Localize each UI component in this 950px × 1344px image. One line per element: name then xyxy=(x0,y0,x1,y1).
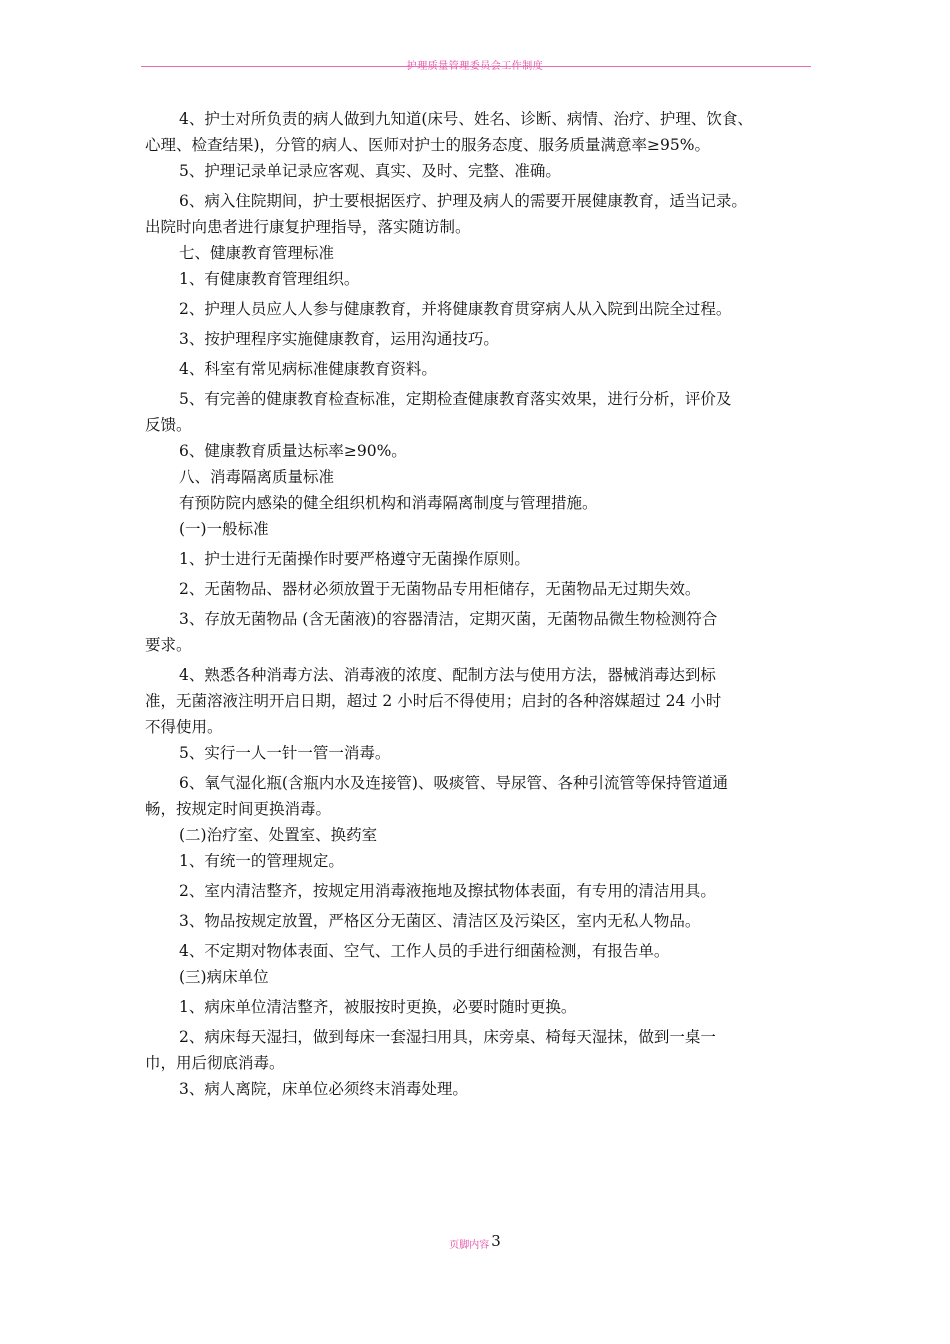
paragraph-line: 2、病床每天湿扫，做到每床一套湿扫用具，床旁桌、椅每天湿抹，做到一桌一 xyxy=(179,1028,716,1046)
paragraph xyxy=(145,464,815,490)
paragraph-line: 3、按护理程序实施健康教育，运用沟通技巧。 xyxy=(179,330,499,348)
paragraph xyxy=(145,438,815,464)
paragraph xyxy=(145,106,815,158)
paragraph-line: 心理、检查结果)，分管的病人、医师对护士的服务态度、服务质量满意率≥95%。 xyxy=(145,136,710,154)
paragraph-line: 反馈。 xyxy=(145,416,192,434)
paragraph-line: 6、氧气湿化瓶(含瓶内水及连接管)、吸痰管、导尿管、各种引流管等保持管道通 xyxy=(179,774,728,792)
paragraph-line: 1、护士进行无菌操作时要严格遵守无菌操作原则。 xyxy=(179,550,530,568)
paragraph-line: 1、有统一的管理规定。 xyxy=(179,852,344,870)
paragraph xyxy=(145,576,815,602)
running-header: 护理质量管理委员会工作制度 xyxy=(406,61,544,72)
paragraph-line: 5、护理记录单记录应客观、真实、及时、完整、准确。 xyxy=(179,162,561,180)
paragraph xyxy=(145,964,815,990)
paragraph-line: 1、有健康教育管理组织。 xyxy=(179,270,360,288)
paragraph-line: 6、健康教育质量达标率≥90%。 xyxy=(179,442,407,460)
paragraph-line: 准，无菌溶液注明开启日期，超过 2 小时后不得使用；启封的各种溶媒超过 24 小时 xyxy=(145,692,722,710)
paragraph-line: 4、熟悉各种消毒方法、消毒液的浓度、配制方法与使用方法，器械消毒达到标 xyxy=(179,666,716,684)
footer-label: 页脚内容 xyxy=(449,1240,490,1251)
paragraph xyxy=(145,878,815,904)
paragraph-line: 有预防院内感染的健全组织机构和消毒隔离制度与管理措施。 xyxy=(179,494,598,512)
paragraph xyxy=(145,994,815,1020)
document-body xyxy=(145,106,815,1102)
paragraph xyxy=(145,822,815,848)
paragraph-line: 1、病床单位清洁整齐，被服按时更换，必要时随时更换。 xyxy=(179,998,577,1016)
paragraph-line: 3、病人离院，床单位必须终末消毒处理。 xyxy=(179,1080,468,1098)
paragraph xyxy=(145,266,815,292)
paragraph-line: 畅，按规定时间更换消毒。 xyxy=(145,800,332,818)
paragraph xyxy=(145,606,815,658)
paragraph-line: (二)治疗室、处置室、换药室 xyxy=(179,826,378,844)
paragraph-line: 6、病入住院期间，护士要根据医疗、护理及病人的需要开展健康教育，适当记录。 xyxy=(179,192,747,210)
paragraph-line: 4、护士对所负责的病人做到九知道(床号、姓名、诊断、病情、治疗、护理、饮食、 xyxy=(179,110,753,128)
paragraph-line: 2、室内清洁整齐，按规定用消毒液拖地及擦拭物体表面，有专用的清洁用具。 xyxy=(179,882,716,900)
paragraph-line: 不得使用。 xyxy=(145,718,223,736)
paragraph xyxy=(145,158,815,184)
paragraph xyxy=(145,848,815,874)
paragraph xyxy=(145,908,815,934)
paragraph xyxy=(145,1076,815,1102)
paragraph-line: (一)一般标准 xyxy=(179,520,269,538)
paragraph-line: (三)病床单位 xyxy=(179,968,269,986)
paragraph xyxy=(145,662,815,740)
paragraph-line: 4、不定期对物体表面、空气、工作人员的手进行细菌检测，有报告单。 xyxy=(179,942,670,960)
paragraph xyxy=(145,296,815,322)
paragraph xyxy=(145,240,815,266)
paragraph-line: 出院时向患者进行康复护理指导，落实随访制。 xyxy=(145,218,471,236)
paragraph xyxy=(145,326,815,352)
paragraph-line: 巾，用后彻底消毒。 xyxy=(145,1054,285,1072)
paragraph xyxy=(145,740,815,766)
paragraph xyxy=(145,938,815,964)
paragraph-line: 要求。 xyxy=(145,636,192,654)
paragraph xyxy=(145,546,815,572)
paragraph-line: 3、存放无菌物品 (含无菌液)的容器清洁，定期灭菌，无菌物品微生物检测符合 xyxy=(179,610,718,628)
page-footer xyxy=(0,1232,950,1251)
paragraph xyxy=(145,490,815,516)
paragraph xyxy=(145,188,815,240)
paragraph xyxy=(145,1024,815,1076)
header-rule xyxy=(141,66,811,67)
paragraph xyxy=(145,386,815,438)
page-number: 3 xyxy=(491,1232,501,1250)
paragraph-line: 八、消毒隔离质量标准 xyxy=(179,468,335,486)
paragraph xyxy=(145,770,815,822)
paragraph-line: 4、科室有常见病标准健康教育资料。 xyxy=(179,360,437,378)
paragraph-line: 5、有完善的健康教育检查标准，定期检查健康教育落实效果，进行分析，评价及 xyxy=(179,390,732,408)
paragraph xyxy=(145,516,815,542)
paragraph xyxy=(145,356,815,382)
paragraph-line: 5、实行一人一针一管一消毒。 xyxy=(179,744,391,762)
paragraph-line: 2、无菌物品、器材必须放置于无菌物品专用柜储存，无菌物品无过期失效。 xyxy=(179,580,701,598)
paragraph-line: 2、护理人员应人人参与健康教育，并将健康教育贯穿病人从入院到出院全过程。 xyxy=(179,300,732,318)
paragraph-line: 3、物品按规定放置，严格区分无菌区、清洁区及污染区，室内无私人物品。 xyxy=(179,912,701,930)
paragraph-line: 七、健康教育管理标准 xyxy=(179,244,335,262)
